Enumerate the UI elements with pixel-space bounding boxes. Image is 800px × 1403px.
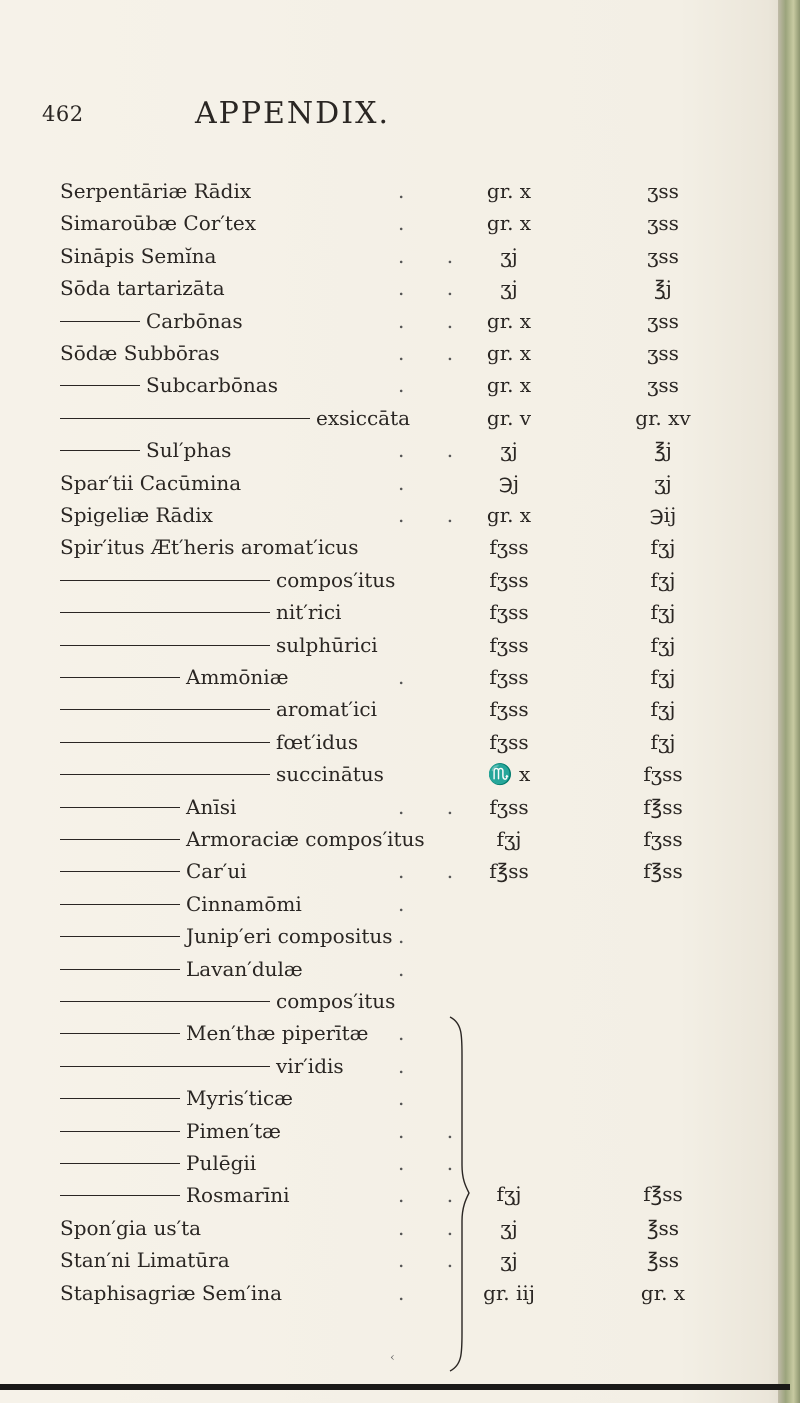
- leader-dots: . .: [398, 1215, 472, 1240]
- drug-name: [60, 369, 278, 401]
- dose-max: f℥ss: [643, 859, 683, 884]
- drug-name-text: Pulēgii: [186, 1151, 257, 1175]
- dose-max: f℥ss: [643, 794, 683, 819]
- dose-min: fʒss: [489, 567, 529, 592]
- table-row: [0, 305, 800, 337]
- table-row: [0, 272, 800, 304]
- table-row: [0, 661, 800, 693]
- dose-max: fʒj: [650, 665, 676, 689]
- table-row: [0, 791, 800, 823]
- drug-name-text: Simaroūbæ Cor′tex: [60, 211, 257, 236]
- table-row: [0, 693, 800, 725]
- drug-name: [60, 791, 236, 823]
- drug-name: [60, 985, 395, 1017]
- drug-name-text: Pimen′tæ: [186, 1118, 281, 1143]
- dose-max: ʒss: [647, 373, 679, 398]
- dose-max: ℥ss: [646, 1215, 680, 1240]
- ditto-rule: [60, 418, 310, 419]
- drug-name-text: fœt′idus: [276, 729, 359, 754]
- table-row: [0, 207, 800, 239]
- dose-min: ♏ x: [487, 762, 531, 787]
- table-row: [0, 369, 800, 401]
- drug-name-text: Anīsi: [186, 794, 237, 819]
- drug-name-text: Stan′ni Limatūra: [60, 1248, 230, 1273]
- drug-name-text: Sul′phas: [146, 438, 232, 463]
- ditto-rule: [60, 1163, 180, 1164]
- drug-name: [60, 693, 377, 725]
- ditto-rule: [60, 1001, 270, 1002]
- ditto-rule: [60, 385, 140, 386]
- dose-min: gr. v: [486, 405, 532, 430]
- drug-name-text: Spir′itus Æt′heris aromat′icus: [60, 535, 359, 560]
- drug-name: [60, 920, 393, 952]
- drug-name-text: Armoraciæ compos′itus: [186, 827, 425, 851]
- page-number: 462: [42, 102, 84, 126]
- drug-name-text: Serpentāriæ Rādix: [60, 179, 252, 203]
- drug-name: [60, 1017, 368, 1049]
- dose-min: gr. x: [486, 373, 532, 398]
- drug-name: [60, 1082, 293, 1114]
- drug-name: [60, 272, 225, 304]
- leader-dots: .: [398, 1053, 423, 1078]
- drug-name-text: vir′idis: [276, 1053, 344, 1078]
- dose-min: gr. x: [486, 341, 532, 365]
- drug-name-text: Rosmarīni: [186, 1183, 290, 1208]
- drug-name: [60, 175, 251, 207]
- drug-name-text: Spigeliæ Rādix: [60, 503, 213, 527]
- ditto-rule: [60, 774, 270, 775]
- dose-max: ℥j: [654, 276, 672, 301]
- drug-name: [60, 1115, 281, 1147]
- dose-max: fʒj: [650, 567, 676, 592]
- ditto-rule: [60, 904, 180, 905]
- drug-name-text: Car′ui: [186, 859, 247, 884]
- dose-min: fʒss: [489, 729, 529, 754]
- table-row: [0, 499, 800, 531]
- leader-dots: .: [398, 956, 423, 981]
- drug-name-text: succinātus: [276, 762, 384, 787]
- drug-name-text: Sōdæ Subbōras: [60, 341, 220, 365]
- table-row: [0, 1050, 800, 1082]
- drug-name: [60, 888, 302, 920]
- drug-name-text: Ammōniæ: [186, 665, 289, 689]
- ditto-rule: [60, 709, 270, 710]
- drug-name-text: Cinnamōmi: [186, 891, 302, 916]
- drug-name: [60, 1050, 344, 1082]
- drug-name: [60, 499, 213, 531]
- drug-name-text: nit′rici: [276, 600, 342, 625]
- drug-name-text: Lavan′dulæ: [186, 956, 303, 981]
- table-row: [0, 1082, 800, 1114]
- dose-max: ʒss: [647, 179, 679, 203]
- drug-name-text: sulphūrici: [276, 632, 378, 657]
- drug-name: [60, 823, 425, 855]
- dose-min: fʒss: [489, 665, 529, 689]
- drug-name: [60, 1179, 290, 1211]
- table-row: [0, 434, 800, 466]
- dose-min: fʒss: [489, 794, 529, 819]
- drug-name: [60, 953, 303, 985]
- table-row: [0, 596, 800, 628]
- leader-dots: .: [398, 1086, 423, 1111]
- drug-name-text: exsiccāta: [316, 405, 411, 430]
- drug-name: [60, 564, 395, 596]
- dose-max: ʒss: [647, 308, 679, 333]
- ditto-rule: [60, 969, 180, 970]
- dose-min: fʒss: [489, 632, 529, 657]
- drug-name-text: Myris′ticæ: [186, 1086, 293, 1111]
- table-row: [0, 337, 800, 369]
- dose-min: f℥ss: [489, 859, 529, 884]
- ditto-rule: [60, 839, 180, 840]
- dose-min: gr. x: [486, 308, 532, 333]
- drug-name: [60, 1212, 201, 1244]
- leader-dots: . .: [398, 1118, 472, 1143]
- leader-dots: . .: [398, 1151, 472, 1175]
- drug-name: [60, 726, 358, 758]
- table-row: [0, 888, 800, 920]
- leader-dots: . .: [398, 1183, 472, 1208]
- dose-max: gr. xv: [635, 405, 691, 430]
- table-row: [0, 564, 800, 596]
- leader-dots: . .: [398, 276, 472, 301]
- leader-dots: . .: [398, 341, 472, 365]
- ditto-rule: [60, 321, 140, 322]
- drug-name: [60, 207, 256, 239]
- drug-name: [60, 1244, 230, 1276]
- dose-min: fʒss: [489, 535, 529, 560]
- drug-name: [60, 1277, 282, 1309]
- drug-name-text: compos′itus: [276, 567, 396, 592]
- ditto-rule: [60, 450, 140, 451]
- dose-max: fʒj: [650, 535, 676, 560]
- ditto-rule: [60, 1131, 180, 1132]
- drug-name: [60, 434, 231, 466]
- leader-dots: . .: [398, 1248, 472, 1273]
- table-row: [0, 726, 800, 758]
- ditto-rule: [60, 807, 180, 808]
- dose-min: fʒj: [496, 827, 522, 851]
- dose-min: fʒss: [489, 600, 529, 625]
- drug-name-text: Men′thæ piperītæ: [186, 1021, 369, 1046]
- drug-name: [60, 467, 241, 499]
- drug-name: [60, 661, 289, 693]
- dose-min: ʒj: [500, 243, 518, 268]
- drug-name-text: Subcarbōnas: [146, 373, 278, 398]
- ditto-rule: [60, 1066, 270, 1067]
- leader-dots: . .: [398, 438, 472, 463]
- table-row: [0, 920, 800, 952]
- table-row: [0, 402, 800, 434]
- page-header: [0, 96, 800, 136]
- drug-name: [60, 337, 220, 369]
- dose-max: ℥ss: [646, 1248, 680, 1273]
- ditto-rule: [60, 645, 270, 646]
- table-row: [0, 1017, 800, 1049]
- running-head: APPENDIX.: [195, 96, 390, 131]
- table-row: [0, 240, 800, 272]
- ditto-rule: [60, 871, 180, 872]
- leader-dots: . .: [398, 243, 472, 268]
- drug-name: [60, 758, 384, 790]
- drug-name-text: Sināpis Semĭna: [60, 243, 217, 268]
- leader-dots: .: [398, 470, 423, 495]
- dose-max: ʒss: [647, 211, 679, 236]
- ditto-rule: [60, 1098, 180, 1099]
- table-row: [0, 467, 800, 499]
- leader-dots: .: [398, 373, 423, 398]
- table-row: [0, 1147, 800, 1179]
- dose-max: ℈ij: [649, 503, 677, 527]
- dose-min: ℈j: [498, 470, 520, 495]
- dose-max: ʒss: [647, 341, 679, 365]
- drug-name-text: aromat′ici: [276, 697, 377, 722]
- drug-name: [60, 855, 247, 887]
- dose-max: fʒss: [643, 827, 683, 851]
- dose-max: fʒj: [650, 697, 676, 722]
- ditto-rule: [60, 580, 270, 581]
- table-row: [0, 1115, 800, 1147]
- ditto-rule: [60, 1195, 180, 1196]
- leader-dots: . .: [398, 859, 472, 884]
- table-row: [0, 1277, 800, 1309]
- drug-name: [60, 629, 378, 661]
- dose-max: ʒss: [647, 243, 679, 268]
- dose-min: gr. x: [486, 503, 532, 527]
- leader-dots: .: [398, 924, 423, 949]
- dose-max: fʒss: [643, 762, 683, 787]
- dose-max: fʒj: [650, 600, 676, 625]
- drug-name: [60, 240, 216, 272]
- dose-min: fʒss: [489, 697, 529, 722]
- dose-min: gr. x: [486, 211, 532, 236]
- bottom-rule: [0, 1384, 790, 1390]
- drug-name-text: Staphisagriæ Sem′ina: [60, 1280, 283, 1305]
- leader-dots: .: [398, 211, 423, 236]
- table-row: [0, 855, 800, 887]
- leader-dots: .: [398, 891, 423, 916]
- leader-dots: . .: [398, 308, 472, 333]
- ditto-rule: [60, 936, 180, 937]
- dose-min: ʒj: [500, 276, 518, 301]
- drug-name: [60, 305, 243, 337]
- dose-max: ℥j: [654, 438, 672, 463]
- dose-min: ʒj: [500, 438, 518, 463]
- dose-max: ʒj: [654, 470, 672, 495]
- drug-name-text: Carbōnas: [146, 308, 243, 333]
- leader-dots: .: [398, 179, 423, 203]
- dose-max: fʒj: [650, 632, 676, 657]
- table-row: [0, 175, 800, 207]
- leader-dots: . .: [398, 794, 472, 819]
- dose-min: ʒj: [500, 1248, 518, 1273]
- table-row: [0, 1212, 800, 1244]
- table-row: [0, 531, 800, 563]
- group-dose-min: fʒj: [496, 1182, 522, 1206]
- table-row: [0, 629, 800, 661]
- dose-max: gr. x: [640, 1280, 686, 1305]
- ditto-rule: [60, 677, 180, 678]
- drug-name: [60, 531, 359, 563]
- dose-min: gr. iij: [483, 1280, 535, 1305]
- dose-max: fʒj: [650, 729, 676, 754]
- leader-dots: .: [398, 1280, 423, 1305]
- footer-mark: ‹: [390, 1350, 395, 1364]
- table-row: [0, 1244, 800, 1276]
- drug-name-text: Sōda tartarizāta: [60, 276, 225, 301]
- table-row: [0, 953, 800, 985]
- group-dose-max: f℥ss: [643, 1182, 683, 1206]
- table-row: [0, 823, 800, 855]
- drug-name-text: Spar′tii Cacūmina: [60, 470, 242, 495]
- drug-name: [60, 596, 341, 628]
- ditto-rule: [60, 1033, 180, 1034]
- drug-name: [60, 1147, 256, 1179]
- ditto-rule: [60, 612, 270, 613]
- leader-dots: .: [398, 1021, 423, 1046]
- drug-name-text: Junip′eri compositus: [186, 924, 393, 949]
- dose-min: ʒj: [500, 1215, 518, 1240]
- drug-name: [60, 402, 410, 434]
- drug-name-text: compos′itus: [276, 989, 396, 1013]
- table-row: [0, 985, 800, 1017]
- dose-min: gr. x: [486, 179, 532, 203]
- drug-name-text: Spon′gia us′ta: [60, 1215, 202, 1240]
- table-row: [0, 758, 800, 790]
- leader-dots: . .: [398, 503, 472, 527]
- ditto-rule: [60, 742, 270, 743]
- leader-dots: .: [398, 665, 423, 689]
